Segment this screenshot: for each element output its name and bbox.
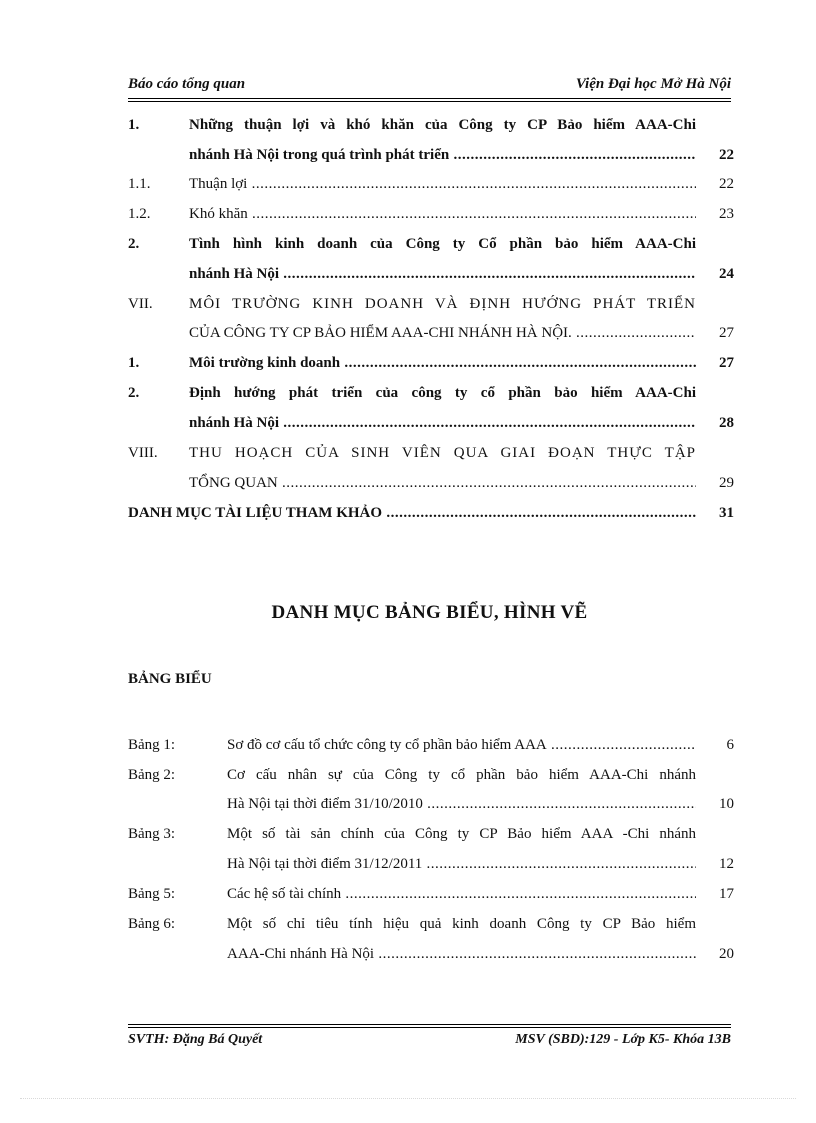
toc-text: Môi trường kinh doanh ..... bbox=[189, 351, 696, 375]
toc-page: 24 bbox=[719, 266, 734, 282]
table-number: Bảng 1: bbox=[128, 737, 176, 753]
footer-student-id: MSV (SBD):129 - Lớp K5- Khóa 13B bbox=[515, 1032, 731, 1047]
toc-page: 27 bbox=[719, 355, 734, 371]
toc-text: Thuận lợi ..... bbox=[189, 172, 696, 196]
toc-page: 28 bbox=[719, 415, 734, 431]
page-footer bbox=[128, 1030, 731, 1052]
toc-page: 27 bbox=[719, 325, 734, 341]
table-list-entry bbox=[128, 912, 734, 936]
table-page: 10 bbox=[719, 796, 734, 812]
table-list-entry bbox=[128, 882, 734, 906]
toc-text: THU HOẠCH CỦA SINH VIÊN QUA GIAI ĐOẠN THỰC TẬP bbox=[189, 445, 696, 461]
toc-text: Tình hình kinh doanh của Công ty Cổ phần bảo hiểm AAA-Chi bbox=[189, 236, 696, 252]
toc-entry bbox=[128, 172, 734, 196]
table-caption: Một số tài sản chính của Công ty CP Bảo hiểm AAA -Chi nhánh bbox=[227, 826, 696, 842]
table-caption: Sơ đồ cơ cấu tổ chức công ty cổ phần bảo hiểm AAA ..... bbox=[227, 733, 696, 757]
toc-entry-continued bbox=[128, 411, 734, 435]
toc-number: 2. bbox=[128, 236, 140, 252]
toc-entry-continued bbox=[128, 262, 734, 286]
table-caption: Cơ cấu nhân sự của Công ty cổ phần bảo hiểm AAA-Chi nhánh bbox=[227, 767, 696, 783]
toc-page: 22 bbox=[719, 147, 734, 163]
footer-divider bbox=[128, 1027, 731, 1028]
toc-text: MÔI TRƯỜNG KINH DOANH VÀ ĐỊNH HƯỚNG PHÁT TRIỂN bbox=[189, 296, 696, 312]
table-caption: Một số chỉ tiêu tính hiệu quả kinh doanh Công ty CP Bảo hiểm bbox=[227, 916, 696, 932]
toc-page: 22 bbox=[719, 176, 734, 192]
toc-text: nhánh Hà Nội trong quá trình phát triển ..... bbox=[189, 143, 696, 167]
header-divider-thin bbox=[128, 101, 731, 102]
toc-entry bbox=[128, 202, 734, 226]
page-header bbox=[128, 74, 731, 96]
toc-text: nhánh Hà Nội ..... bbox=[189, 411, 696, 435]
table-number: Bảng 5: bbox=[128, 886, 176, 902]
toc-number: VIII. bbox=[128, 445, 158, 461]
page-edge bbox=[20, 1098, 796, 1099]
header-report-title: Báo cáo tổng quan bbox=[128, 76, 246, 92]
toc-page: 23 bbox=[719, 206, 734, 222]
toc-entry bbox=[128, 441, 734, 465]
toc-text: Định hướng phát triển của công ty cổ phần bảo hiểm AAA-Chi bbox=[189, 385, 696, 401]
table-number: Bảng 6: bbox=[128, 916, 176, 932]
table-list-entry bbox=[128, 822, 734, 846]
toc-page: 29 bbox=[719, 475, 734, 491]
table-page: 6 bbox=[726, 737, 734, 753]
toc-entry bbox=[128, 351, 734, 375]
table-number: Bảng 3: bbox=[128, 826, 176, 842]
toc-number: 2. bbox=[128, 385, 140, 401]
table-list-entry-continued bbox=[128, 852, 734, 876]
table-caption: Các hệ số tài chính ..... bbox=[227, 882, 696, 906]
table-caption: AAA-Chi nhánh Hà Nội ..... bbox=[227, 942, 696, 966]
toc-number: VII. bbox=[128, 296, 153, 312]
table-page: 20 bbox=[719, 946, 734, 962]
toc-entry bbox=[128, 501, 734, 525]
toc-entry-continued bbox=[128, 143, 734, 167]
toc-text: Khó khăn ..... bbox=[189, 202, 696, 226]
table-list-entry-continued bbox=[128, 792, 734, 816]
header-divider bbox=[128, 98, 731, 99]
toc-text: CỦA CÔNG TY CP BẢO HIỂM AAA-CHI NHÁNH HÀ NỘI. ..... bbox=[189, 321, 696, 345]
toc-number: 1.1. bbox=[128, 176, 151, 192]
footer-student: SVTH: Đặng Bá Quyết bbox=[128, 1032, 263, 1047]
table-list-entry bbox=[128, 733, 734, 757]
table-caption: Hà Nội tại thời điểm 31/12/2011 ..... bbox=[227, 852, 696, 876]
toc-entry bbox=[128, 381, 734, 405]
toc-text: DANH MỤC TÀI LIỆU THAM KHẢO ..... bbox=[128, 501, 696, 525]
table-list-entry bbox=[128, 763, 734, 787]
header-institution: Viện Đại học Mở Hà Nội bbox=[575, 76, 731, 92]
toc-number: 1.2. bbox=[128, 206, 151, 222]
toc-entry bbox=[128, 113, 734, 137]
table-number: Bảng 2: bbox=[128, 767, 176, 783]
table-list-entry-continued bbox=[128, 942, 734, 966]
toc-entry-continued bbox=[128, 321, 734, 345]
sub-title: BẢNG BIỂU bbox=[128, 671, 212, 687]
toc-entry bbox=[128, 292, 734, 316]
table-caption: Hà Nội tại thời điểm 31/10/2010 ..... bbox=[227, 792, 696, 816]
footer-divider-thin bbox=[128, 1024, 731, 1025]
toc-number: 1. bbox=[128, 117, 140, 133]
toc-text: TỔNG QUAN ..... bbox=[189, 471, 696, 495]
toc-page: 31 bbox=[719, 505, 734, 521]
section-title: DANH MỤC BẢNG BIỂU, HÌNH VẼ bbox=[271, 602, 588, 623]
toc-text: nhánh Hà Nội ..... bbox=[189, 262, 696, 286]
toc-text: Những thuận lợi và khó khăn của Công ty CP Bảo hiểm AAA-Chi bbox=[189, 117, 696, 133]
toc-entry-continued bbox=[128, 471, 734, 495]
toc-entry bbox=[128, 232, 734, 256]
table-page: 12 bbox=[719, 856, 734, 872]
table-page: 17 bbox=[719, 886, 734, 902]
toc-number: 1. bbox=[128, 355, 140, 371]
